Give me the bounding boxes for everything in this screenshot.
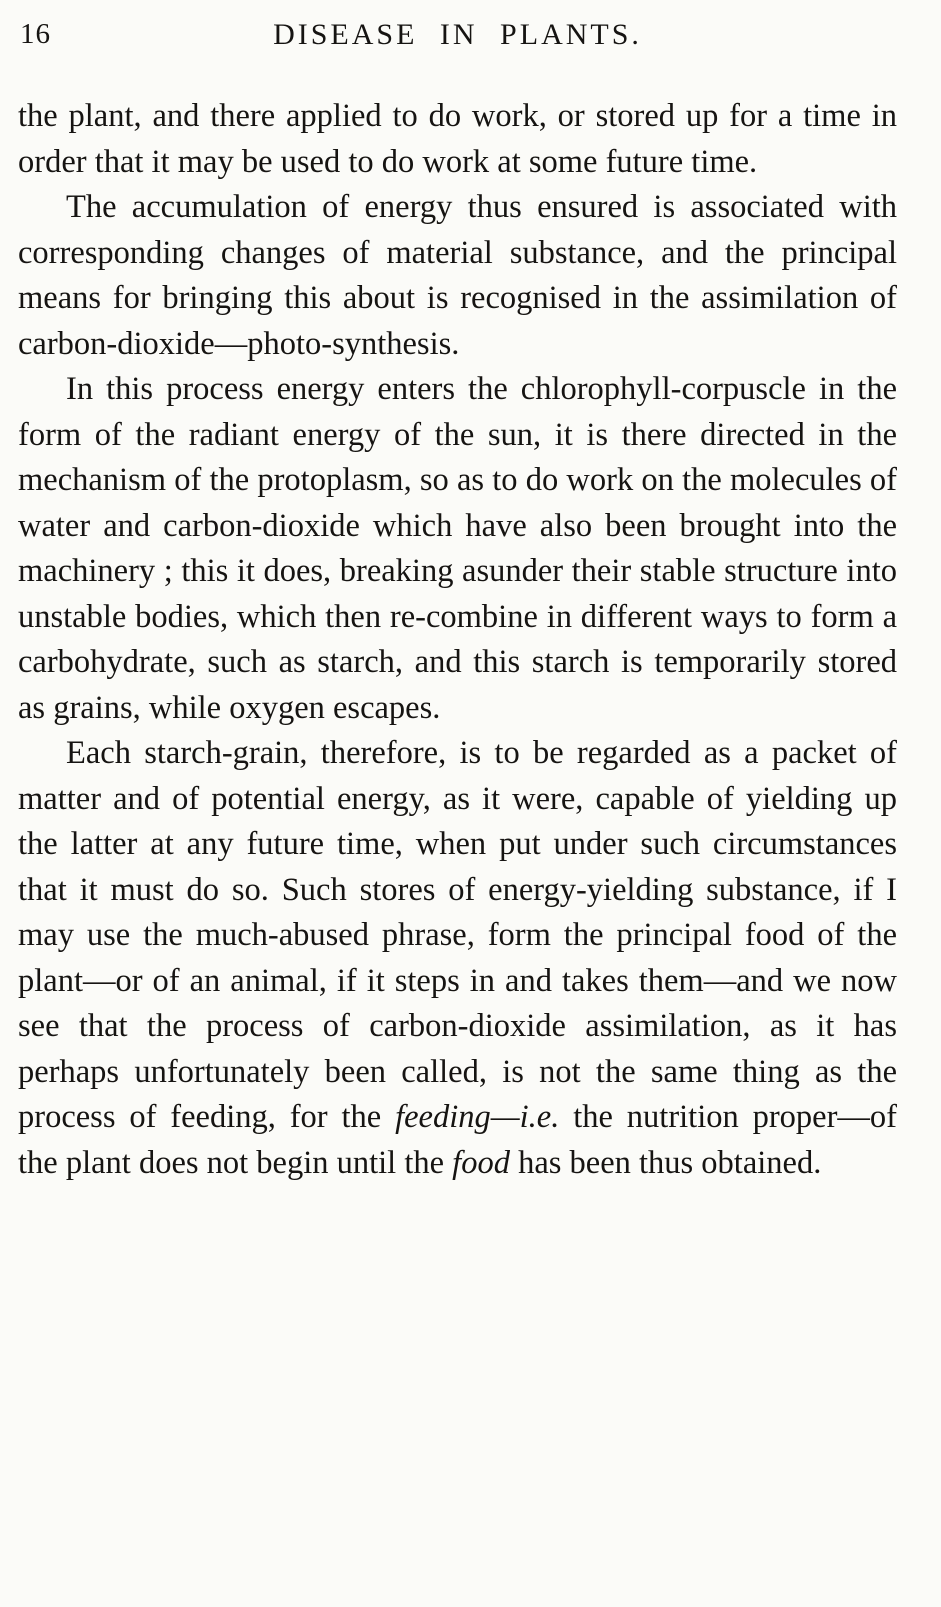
page-body [18, 94, 897, 1186]
paragraph [18, 731, 897, 1186]
text-segment: feeding—i.e. [395, 1099, 560, 1135]
text-segment: The accumulation of energy thus ensured is associated with corresponding changes of material substance, and the principal means for bringing this about is recognised in the assimilation of carbon-dioxide—photo-synthesis. [18, 189, 897, 362]
text-segment: Each starch-grain, therefore, is to be regarded as a packet of matter and of potential energy, as it were, capable of yielding up the latter at any future time, when put under such circumstances that it must do so. Such stores of energy-yielding substance, if I may use the much-abused phrase, form the principal food of the plant—or of an animal, if it steps in and takes them—and we now see that the process of carbon-dioxide assimilation, as it has perhaps unfortunately been called, is not the same thing as the process of feeding, for the [18, 735, 897, 1135]
paragraph [18, 185, 897, 367]
page-number: 16 [20, 18, 51, 50]
page-header [18, 16, 897, 68]
text-segment: the nutrition proper—of the plant does not begin until the [18, 1099, 897, 1181]
text-segment: food [452, 1144, 510, 1181]
header-title: DISEASE IN PLANTS. [273, 18, 642, 51]
paragraph [18, 367, 897, 731]
text-segment: In this process energy enters the chlorophyll-corpuscle in the form of the radiant energy of the sun, it is there directed in the mechanism of the protoplasm, so as to do work on the molecules of water and carbon-dioxide which have also been brought into the machinery ; this it does, breaking asunder their stable structure into unstable bodies, which then re-combine in different ways to form a carbohydrate, such as starch, and this starch is temporarily stored as grains, while oxygen escapes. [18, 371, 897, 726]
text-segment: has been thus obtained. [509, 1144, 822, 1181]
paragraph [18, 94, 897, 185]
text-segment: the plant, and there applied to do work, or stored up for a time in order that it may be used to do work at some future time. [18, 98, 897, 180]
